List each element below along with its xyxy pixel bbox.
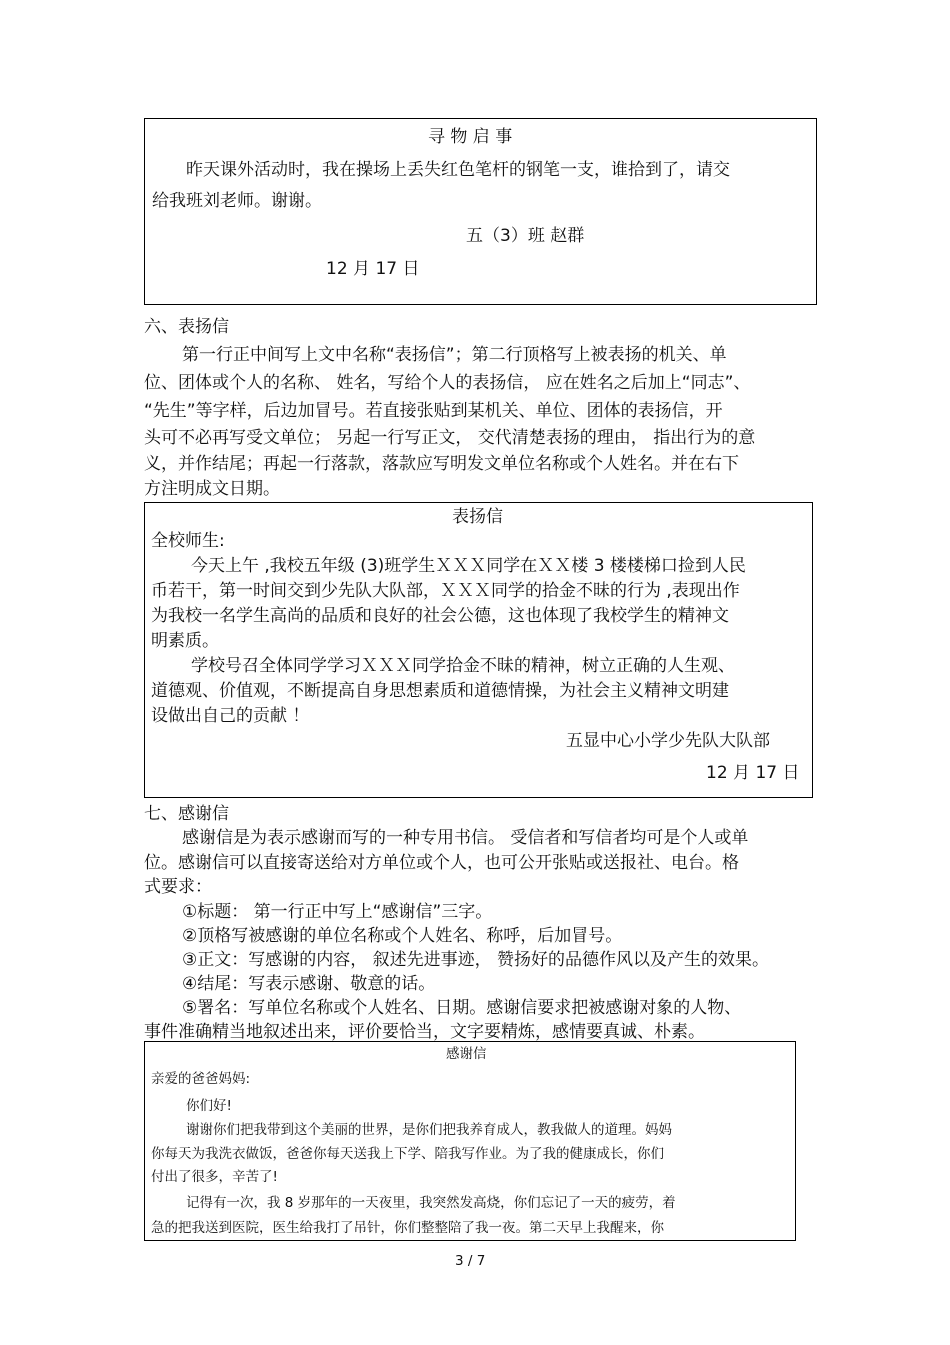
thanks-letter-line: 谢谢你们把我带到这个美丽的世界，是你们把我养育成人，教我做人的道理。妈妈 bbox=[186, 1122, 672, 1138]
thanks-letter-line: 你每天为我洗衣做饭，爸爸你每天送我上下学、陪我写作业。为了我的健康成长，你们 bbox=[151, 1146, 664, 1162]
praise-letter-line: 今天上午 ,我校五年级 (3)班学生ＸＸＸ同学在ＸＸ楼 3 楼楼梯口捡到人民 bbox=[191, 556, 746, 576]
praise-letter-line: 设做出自己的贡献 ！ bbox=[151, 706, 310, 726]
thanks-letter-line: 记得有一次，我 8 岁那年的一天夜里，我突然发高烧，你们忘记了一天的疲劳，着 bbox=[186, 1195, 676, 1211]
body-line: 式要求： bbox=[144, 877, 212, 897]
body-line: 感谢信是为表示感谢而写的一种专用书信。 受信者和写信者均可是个人或单 bbox=[182, 828, 749, 848]
body-line: 位、团体或个人的名称、 姓名，写给个人的表扬信， 应在姓名之后加上“同志”、 bbox=[144, 373, 751, 393]
praise-letter-signature: 五显中心小学少先队大队部 bbox=[566, 731, 770, 751]
thanks-letter-line: 你们好! bbox=[186, 1098, 232, 1114]
body-line: 义，并作结尾；再起一行落款，落款应写明发文单位名称或个人姓名。并在右下 bbox=[144, 454, 739, 474]
thanks-letter-title: 感谢信 bbox=[446, 1046, 487, 1062]
praise-letter-line: 为我校一名学生高尚的品质和良好的社会公德，这也体现了我校学生的精神文 bbox=[151, 606, 729, 626]
body-line: 第一行正中间写上文中名称“表扬信”；第二行顶格写上被表扬的机关、单 bbox=[182, 345, 727, 365]
body-line: 位。感谢信可以直接寄送给对方单位或个人，也可公开张贴或送报社、电台。格 bbox=[144, 853, 739, 873]
praise-letter-salutation: 全校师生: bbox=[151, 531, 225, 551]
section-heading: 七、感谢信 bbox=[144, 804, 229, 824]
body-line: 事件准确精当地叙述出来，评价要恰当，文字要精炼，感情要真诚、朴素。 bbox=[144, 1022, 705, 1042]
praise-letter-date: 12 月 17 日 bbox=[706, 763, 800, 783]
lost-notice-line: 昨天课外活动时，我在操场上丢失红色笔杆的钢笔一支，谁拾到了，请交 bbox=[186, 160, 730, 180]
format-item: ③正文：写感谢的内容， 叙述先进事迹， 赞扬好的品德作风以及产生的效果。 bbox=[182, 950, 770, 970]
body-line: “先生”等字样，后边加冒号。若直接张贴到某机关、单位、团体的表扬信，开 bbox=[144, 401, 723, 421]
praise-letter-title: 表扬信 bbox=[452, 507, 503, 527]
lost-notice-signature: 五（3）班 赵群 bbox=[466, 226, 585, 246]
praise-letter-line: 币若干，第一时间交到少先队大队部，ＸＸＸ同学的拾金不昧的行为 ,表现出作 bbox=[151, 581, 740, 601]
format-item: ②顶格写被感谢的单位名称或个人姓名、称呼，后加冒号。 bbox=[182, 926, 623, 946]
thanks-letter-salutation: 亲爱的爸爸妈妈: bbox=[151, 1071, 251, 1087]
praise-letter-line: 学校号召全体同学学习ＸＸＸ同学拾金不昧的精神，树立正确的人生观、 bbox=[191, 656, 735, 676]
thanks-letter-line: 付出了很多，辛苦了! bbox=[151, 1169, 278, 1185]
page-number: 3 / 7 bbox=[455, 1253, 486, 1269]
lost-notice-date: 12 月 17 日 bbox=[326, 259, 420, 279]
section-heading: 六、表扬信 bbox=[144, 317, 229, 337]
body-line: 头可不必再写受文单位； 另起一行写正文， 交代清楚表扬的理由， 指出行为的意 bbox=[144, 428, 756, 448]
praise-letter-line: 明素质。 bbox=[151, 631, 219, 651]
format-item: ①标题： 第一行正中写上“感谢信”三字。 bbox=[182, 902, 493, 922]
lost-notice-title: 寻 物 启 事 bbox=[428, 127, 513, 147]
praise-letter-line: 道德观、价值观，不断提高自身思想素质和道德情操，为社会主义精神文明建 bbox=[151, 681, 729, 701]
thanks-letter-line: 急的把我送到医院，医生给我打了吊针，你们整整陪了我一夜。第二天早上我醒来，你 bbox=[151, 1220, 664, 1236]
format-item: ④结尾：写表示感谢、敬意的话。 bbox=[182, 974, 436, 994]
format-item: ⑤署名：写单位名称或个人姓名、日期。感谢信要求把被感谢对象的人物、 bbox=[182, 998, 742, 1018]
body-line: 方注明成文日期。 bbox=[144, 479, 280, 499]
lost-notice-line: 给我班刘老师。谢谢。 bbox=[152, 191, 322, 211]
